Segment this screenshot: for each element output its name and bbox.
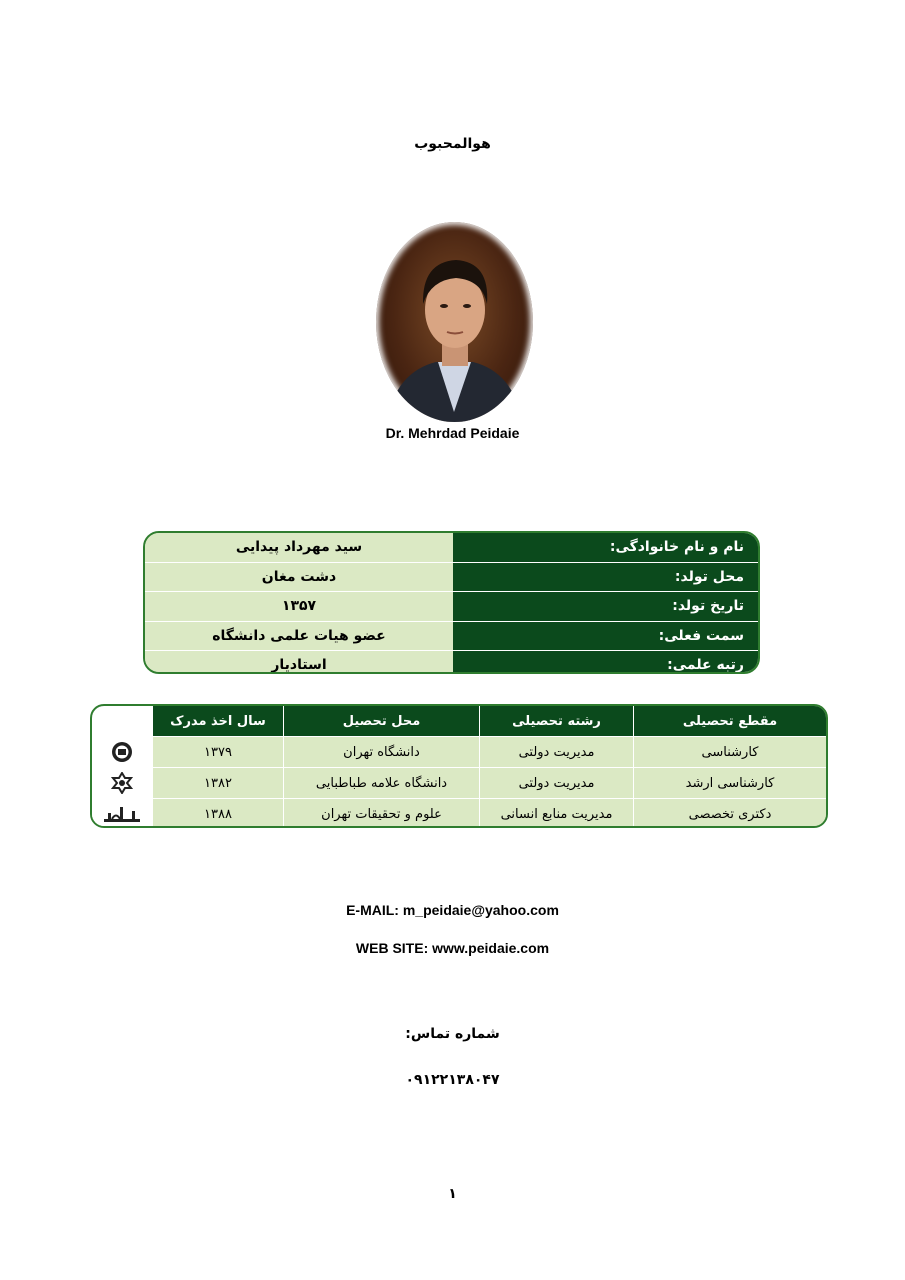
- table-row: [92, 736, 826, 767]
- header-title: هوالمحبوب: [414, 136, 491, 152]
- info-value: دشت مغان: [145, 563, 453, 592]
- info-value: ۱۳۵۷: [145, 592, 453, 621]
- degree-place: دانشگاه تهران: [283, 737, 479, 767]
- degree-place: دانشگاه علامه طباطبایی: [283, 768, 479, 798]
- degree-field: مدیریت دولتی: [479, 737, 633, 767]
- table-row: [92, 798, 826, 828]
- allameh-tabatabai-logo-icon: [111, 772, 133, 794]
- degree-year: ۱۳۸۸: [152, 799, 283, 828]
- contact-number-label: شماره تماس:: [405, 1026, 500, 1042]
- info-label: محل تولد:: [453, 563, 758, 592]
- university-of-tehran-logo-icon: [111, 741, 133, 763]
- info-label: نام و نام خانوادگی:: [453, 533, 758, 562]
- degree-field: مدیریت دولتی: [479, 768, 633, 798]
- info-row-position: [145, 622, 758, 652]
- degree-level: کارشناسی: [633, 737, 826, 767]
- info-label: تاریخ تولد:: [453, 592, 758, 621]
- phone-number: ۰۹۱۲۲۱۳۸۰۴۷: [405, 1072, 500, 1088]
- column-header: محل تحصیل: [283, 706, 479, 736]
- info-label: رتبه علمی:: [453, 651, 758, 674]
- education-table: [90, 704, 828, 828]
- personal-info-table: [143, 531, 760, 674]
- science-research-branch-logo-icon: [102, 803, 142, 825]
- degree-field: مدیریت منابع انسانی: [479, 799, 633, 828]
- column-header: رشته تحصیلی: [479, 706, 633, 736]
- email-address: E-MAIL: m_peidaie@yahoo.com: [346, 902, 559, 918]
- info-value: استادیار: [145, 651, 453, 674]
- degree-year: ۱۳۷۹: [152, 737, 283, 767]
- degree-year: ۱۳۸۲: [152, 768, 283, 798]
- info-value: سید مهرداد پیدایی: [145, 533, 453, 562]
- logo-column-header: [92, 706, 152, 736]
- degree-place: علوم و تحقیقات تهران: [283, 799, 479, 828]
- column-header: مقطع تحصیلی: [633, 706, 826, 736]
- info-row-birthplace: [145, 563, 758, 593]
- degree-level: دکتری تخصصی: [633, 799, 826, 828]
- column-header: سال اخذ مدرک: [152, 706, 283, 736]
- info-value: عضو هیات علمی دانشگاه: [145, 622, 453, 651]
- info-row-rank: [145, 651, 758, 674]
- info-row-birthdate: [145, 592, 758, 622]
- education-header-row: [92, 706, 826, 736]
- page-number: ۱: [448, 1186, 457, 1202]
- portrait-caption: Dr. Mehrdad Peidaie: [385, 425, 520, 441]
- info-label: سمت فعلی:: [453, 622, 758, 651]
- table-row: [92, 767, 826, 798]
- portrait-photo: [376, 222, 533, 422]
- info-row-name: [145, 533, 758, 563]
- degree-level: کارشناسی ارشد: [633, 768, 826, 798]
- website-address: WEB SITE: www.peidaie.com: [355, 940, 550, 956]
